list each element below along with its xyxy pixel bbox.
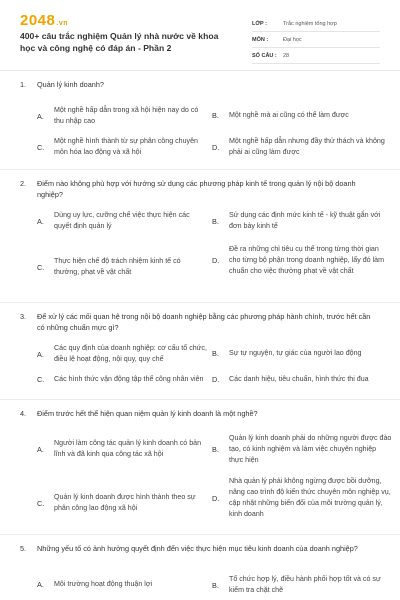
option-text: Tổ chức hợp lý, điều hành phối hợp tốt và có sự kiểm tra chặt chẽ	[229, 575, 381, 594]
option-text: Một nghề hấp dẫn trong xã hội hiện nay do có thu nhập cao	[54, 106, 199, 125]
meta-key: MÔN :	[252, 36, 269, 43]
question-number: 3.	[20, 312, 27, 321]
option-text: Người làm công tác quản lý kinh doanh có bản lĩnh và đã kinh qua công tác xã hội	[54, 439, 202, 458]
option-letter: A.	[37, 349, 44, 359]
question-text: Điểm trước hết thể hiện quan niệm quản lý kinh doanh là một nghề?	[37, 409, 258, 418]
header-divider	[0, 70, 400, 71]
question-list	[0, 79, 400, 600]
option-a[interactable]	[37, 343, 207, 365]
option-b[interactable]	[212, 110, 392, 121]
question-text: Điểm nào không phù hợp với hướng sử dụng các phương pháp kinh tế trong quản lý nội bộ doanh nghiệp?	[37, 179, 356, 199]
option-letter: D.	[212, 375, 220, 384]
meta-value: 28	[283, 52, 290, 59]
option-letter: A.	[37, 444, 44, 454]
option-text: Một nghề hình thành từ sự phân công chuyên môn hóa lao động và xã hội	[54, 137, 198, 156]
option-letter: B.	[212, 216, 219, 226]
option-d[interactable]	[212, 136, 392, 158]
option-letter: B.	[212, 580, 219, 590]
option-b[interactable]	[212, 574, 392, 596]
logo-suffix: .vn	[56, 20, 68, 27]
question-5	[0, 543, 400, 600]
option-letter: D.	[212, 493, 220, 503]
option-letter: B.	[212, 445, 219, 454]
question-separator	[0, 169, 400, 170]
option-text: Môi trường hoạt động thuận lợi	[54, 580, 153, 588]
option-a[interactable]	[37, 105, 207, 127]
option-letter: A.	[37, 111, 44, 121]
option-letter: D.	[212, 142, 220, 152]
question-text: Những yếu tố có ảnh hưởng quyết định đến việc thực hiện mục tiêu kinh doanh của doanh nghiệp?	[37, 544, 358, 553]
option-text: Nhà quản lý phải không ngừng được bồi dưỡng, nâng cao trình độ kiến thức chuyên môn nghiệp vụ, cập nhật những biến đổi của môi trường quản lý, kinh doanh	[229, 477, 391, 518]
question-stem	[0, 543, 400, 554]
question-number: 4.	[20, 409, 27, 418]
question-text: Để xử lý các mối quan hệ trong nội bộ doanh nghiệp bằng các phương pháp hành chính, trước hết cần có những chuẩn mực gì?	[37, 312, 371, 332]
document-header	[0, 0, 400, 70]
option-letter: B.	[212, 111, 219, 120]
document-title: 400+ câu trắc nghiệm Quản lý nhà nước về khoa học và công nghệ có đáp án - Phần 2	[20, 31, 219, 53]
option-c[interactable]	[37, 492, 207, 514]
meta-key: LỚP :	[252, 20, 267, 27]
question-number: 2.	[20, 179, 27, 188]
question-4	[0, 408, 400, 532]
question-1	[0, 79, 400, 161]
question-stem	[0, 311, 400, 333]
option-text: Sử dụng các định mức kinh tế - kỹ thuật gắn với đơn bảy kinh tế	[229, 211, 381, 230]
question-separator	[0, 399, 400, 400]
meta-key: SỐ CÂU :	[252, 52, 277, 59]
question-number: 1.	[20, 80, 27, 89]
option-text: Thực hiện chế độ trách nhiệm kinh tế có thưởng, phạt về vật chất	[54, 257, 181, 276]
question-separator	[0, 534, 400, 535]
option-text: Sự tự nguyện, tự giác của người lao động	[229, 349, 362, 357]
option-c[interactable]	[37, 136, 207, 158]
option-a[interactable]	[37, 579, 207, 590]
question-text: Quản lý kinh doanh?	[37, 80, 104, 89]
meta-row-subject	[252, 32, 380, 48]
option-text: Dùng uy lực, cưỡng chế việc thực hiện các quyết định quản lý	[54, 211, 190, 230]
option-letter: B.	[212, 349, 219, 358]
option-a[interactable]	[37, 210, 207, 232]
document-meta	[252, 16, 380, 64]
option-text: Các hình thức vận động tập thể công nhân viên	[54, 375, 204, 383]
meta-row-class	[252, 16, 380, 32]
option-b[interactable]	[212, 348, 392, 359]
option-b[interactable]	[212, 433, 392, 466]
option-letter: A.	[37, 580, 44, 589]
meta-row-count	[252, 48, 380, 64]
option-a[interactable]	[37, 438, 207, 460]
meta-value: Đại học	[283, 36, 302, 43]
option-d[interactable]	[212, 244, 392, 277]
question-stem	[0, 79, 400, 90]
option-letter: D.	[212, 256, 220, 265]
option-text: Quản lý kinh doanh được hình thành theo sự phân công lao động xã hội	[54, 493, 196, 512]
question-3	[0, 311, 400, 395]
option-c[interactable]	[37, 374, 207, 385]
question-2	[0, 178, 400, 300]
question-stem	[0, 178, 400, 200]
option-letter: A.	[37, 216, 44, 226]
option-text: Quản lý kinh doanh phải do những người được đào tạo, có kinh nghiệm và làm việc chuyên nghiệp thực hiện	[229, 434, 392, 464]
option-d[interactable]	[212, 476, 392, 520]
option-text: Các quy định của doanh nghiệp: cơ cấu tổ chức, điều lệ hoạt động, nội quy, quy chế	[54, 344, 207, 363]
question-stem	[0, 408, 400, 419]
option-text: Một nghề mà ai cũng có thể làm được	[229, 111, 349, 119]
option-text: Các danh hiệu, tiêu chuẩn, hình thức thi đua	[229, 375, 369, 383]
meta-value: Trắc nghiệm tổng hợp	[283, 20, 337, 27]
question-number: 5.	[20, 544, 27, 553]
option-letter: C.	[37, 375, 45, 384]
option-letter: C.	[37, 498, 45, 508]
site-logo[interactable]	[20, 12, 68, 29]
option-b[interactable]	[212, 210, 392, 232]
option-c[interactable]	[37, 256, 207, 278]
question-separator	[0, 302, 400, 303]
option-text: Một nghề hấp dẫn nhưng đầy thử thách và không phải ai cũng làm được	[229, 137, 385, 156]
option-d[interactable]	[212, 374, 392, 385]
option-letter: C.	[37, 262, 45, 272]
option-letter: C.	[37, 142, 45, 152]
logo-text: 2048	[20, 12, 56, 29]
option-text: Đề ra những chỉ tiêu cụ thể trong từng thời gian cho từng bộ phận trong doanh nghiệp, lấy đó làm chuẩn cho việc thưởng phạt về vật chất	[229, 245, 385, 275]
